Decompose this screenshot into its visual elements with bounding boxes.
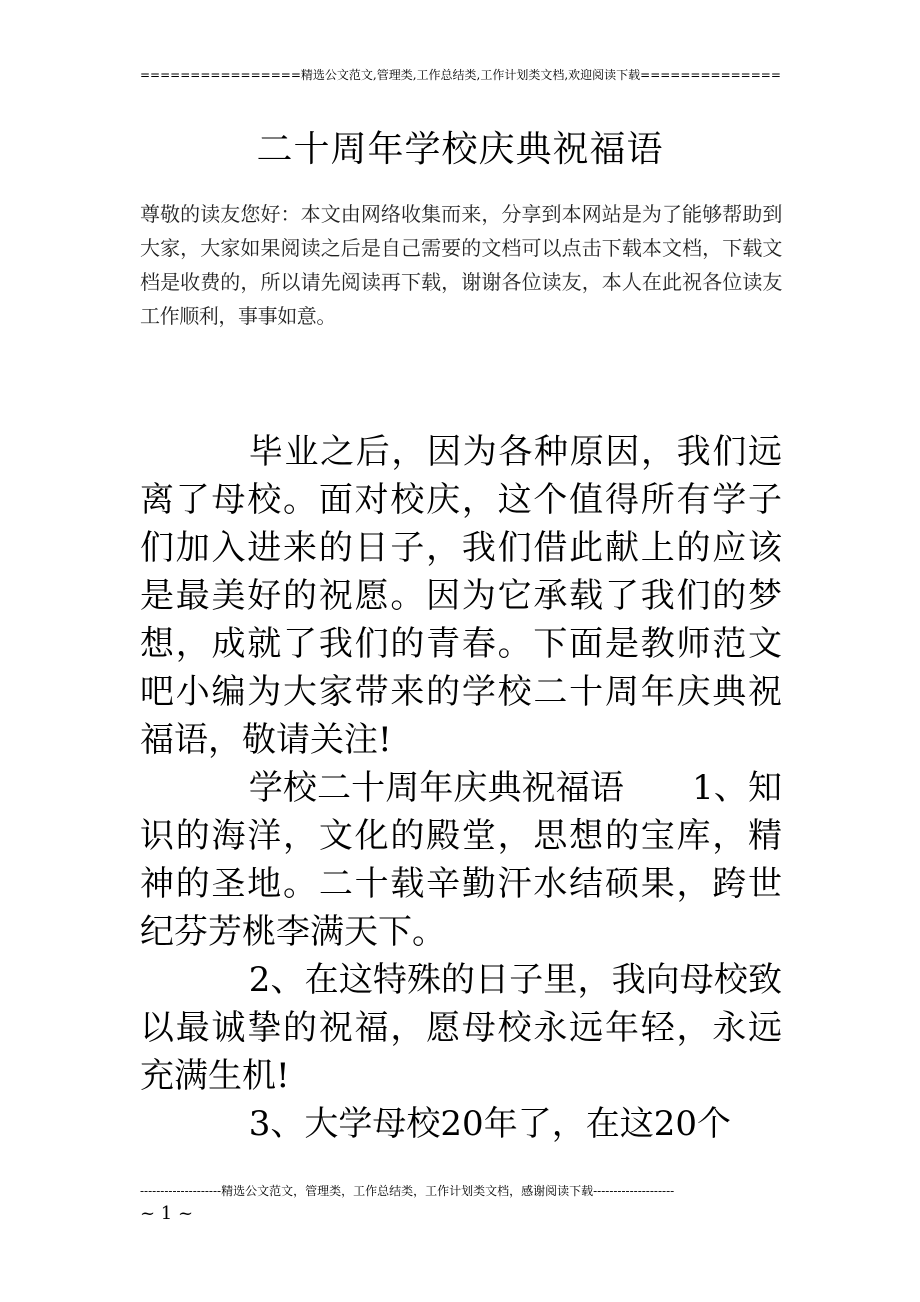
- footer-banner: --------------------精选公文范文，管理类，工作总结类，工作计划类文档，感谢阅读下载--------------------: [140, 1184, 675, 1198]
- intro-notice: 尊敬的读友您好：本文由网络收集而来，分享到本网站是为了能够帮助到大家，大家如果阅读之后是自己需要的文档可以点击下载本文档，下载文档是收费的，所以请先阅读再下载，谢谢各位读友，本人在此祝各位读友工作顺利，事事如意。: [140, 202, 782, 328]
- body-paragraph: 3、大学母校20年了，在这20个: [248, 1104, 731, 1144]
- page-number: ~ 1 ~: [140, 1203, 194, 1224]
- body-paragraph: 2、在这特殊的日子里，我向母校致以最诚挚的祝福，愿母校永远年轻，永远充满生机!: [140, 960, 782, 1096]
- body-paragraph: 毕业之后，因为各种原因，我们远离了母校。面对校庆，这个值得所有学子们加入进来的日子，我们借此献上的应该是最美好的祝愿。因为它承载了我们的梦想，成就了我们的青春。下面是教师范文吧小编为大家带来的学校二十周年庆典祝福语，敬请关注!: [140, 432, 782, 760]
- header-banner: ================精选公文范文,管理类,工作总结类,工作计划类文档,欢迎阅读下载==============: [140, 68, 781, 82]
- document-body: [140, 428, 782, 1148]
- body-paragraph: 学校二十周年庆典祝福语 1、知识的海洋，文化的殿堂，思想的宝库，精神的圣地。二十载辛勤汗水结硕果，跨世纪芬芳桃李满天下。: [140, 768, 782, 952]
- document-title: 二十周年学校庆典祝福语: [256, 129, 664, 170]
